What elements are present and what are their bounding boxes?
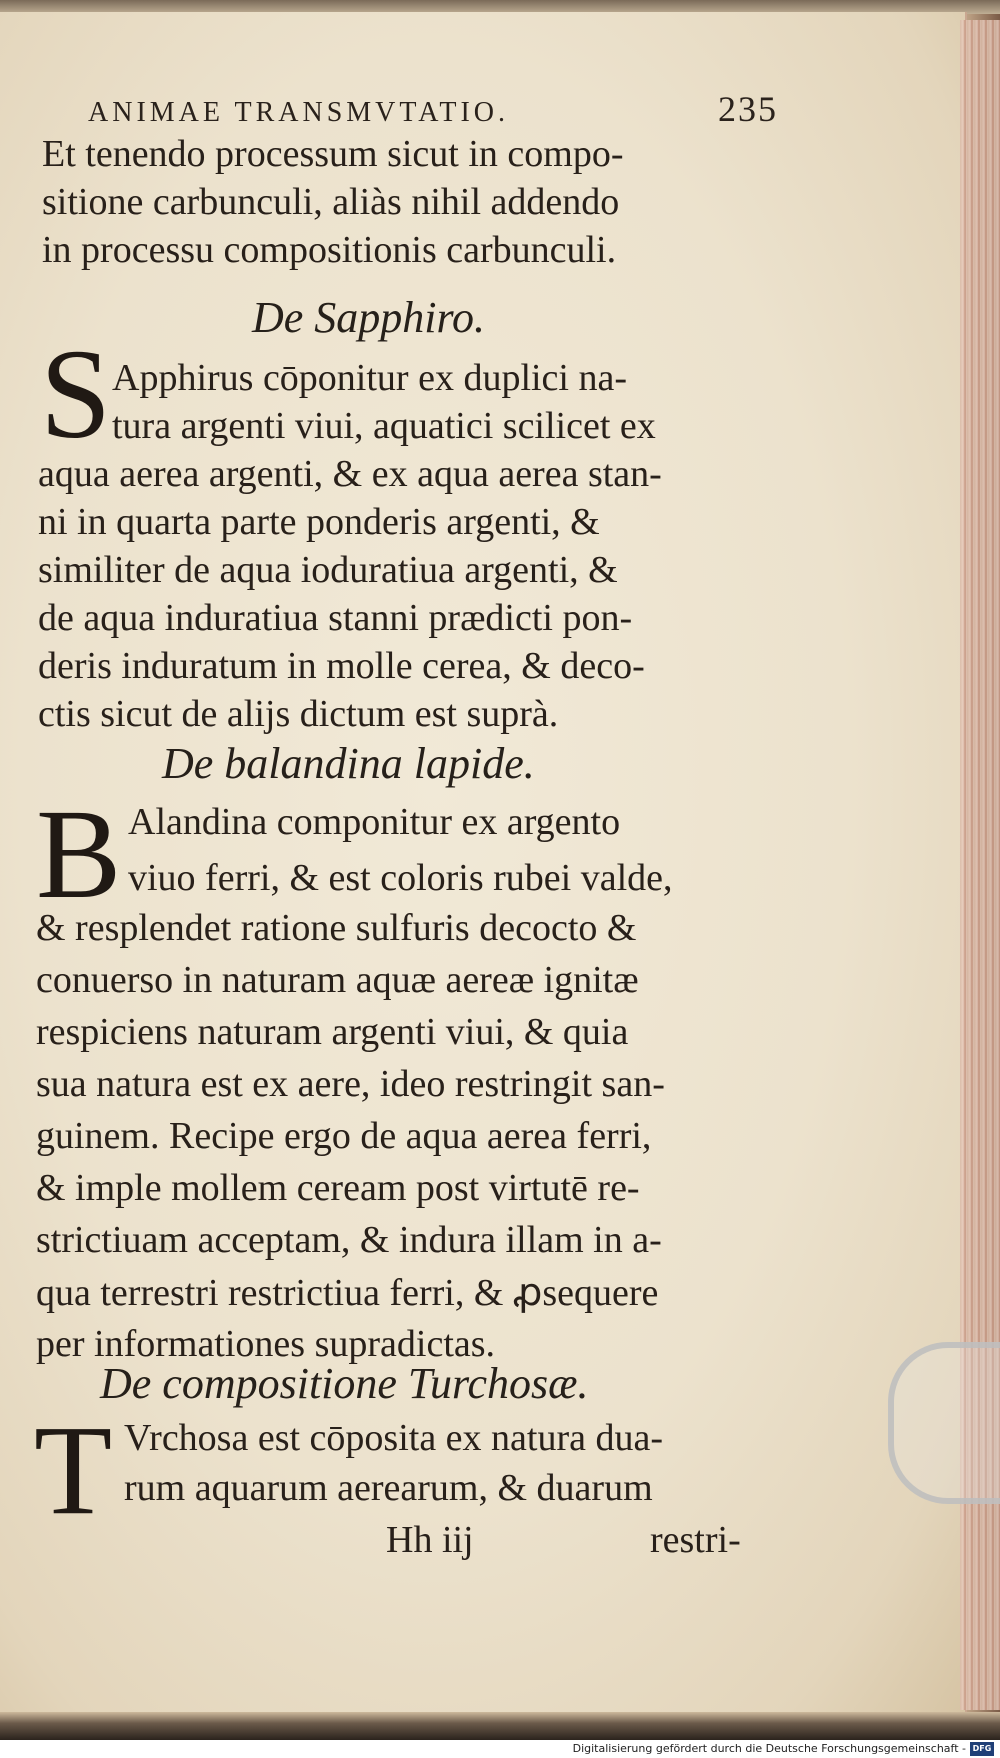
text-line: ni in quarta parte ponderis argenti, &: [38, 501, 600, 543]
text-line: ctis sicut de alijs dictum est suprà.: [38, 693, 559, 735]
text-line: strictiuam acceptam, & indura illam in a-: [36, 1219, 662, 1261]
text-line: de aqua induratiua stanni prædicti pon-: [38, 597, 633, 639]
bottom-edge: [0, 1712, 1000, 1740]
running-head-title: ANIMAE TRANSMVTATIO.: [88, 97, 510, 128]
drop-cap: T: [34, 1399, 113, 1541]
text-line: Vrchosa est cōposita ex natura dua-: [124, 1417, 664, 1459]
catchword: restri-: [650, 1519, 741, 1561]
page-number: 235: [718, 89, 778, 129]
text-line: per informationes supradictas.: [36, 1323, 496, 1365]
text-line: tura argenti viui, aquatici scilicet ex: [112, 405, 656, 447]
text-line: & resplendet ratione sulfuris decocto &: [36, 907, 637, 949]
section-heading: De Sapphiro.: [252, 293, 486, 342]
running-head: [88, 88, 778, 130]
text-line: & imple mollem ceream post virtutē re-: [36, 1167, 640, 1209]
paper-clip: [888, 1342, 1000, 1504]
text-line: aqua aerea argenti, & ex aqua aerea stan-: [38, 453, 662, 495]
text-line: conuerso in naturam aquæ aereæ ignitæ: [36, 959, 639, 1001]
dfg-logo: DFG: [970, 1742, 994, 1756]
drop-cap: B: [36, 783, 122, 925]
signature-mark: Hh iij: [386, 1519, 474, 1561]
text-line: Apphirus cōponitur ex duplici na-: [112, 357, 628, 399]
text-line: Alandina componitur ex argento: [128, 801, 621, 843]
text-line: deris induratum in molle cerea, & deco-: [38, 645, 645, 687]
text-line: rum aquarum aerearum, & duarum: [124, 1467, 653, 1509]
text-line: sitione carbunculi, aliàs nihil addendo: [42, 181, 620, 223]
section-heading: De balandina lapide.: [162, 739, 535, 788]
drop-cap: S: [40, 323, 112, 465]
text-line: Et tenendo processum sicut in compo-: [42, 133, 624, 175]
text-line: viuo ferri, & est coloris rubei valde,: [128, 857, 673, 899]
text-line: sua natura est ex aere, ideo restringit san-: [36, 1063, 665, 1105]
text-line: similiter de aqua ioduratiua argenti, &: [38, 549, 618, 591]
text-line: in processu compositionis carbunculi.: [42, 229, 617, 271]
text-line: guinem. Recipe ergo de aqua aerea ferri,: [36, 1115, 652, 1157]
text-line: qua terrestri restrictiua ferri, & ꝓsequere: [36, 1272, 659, 1314]
section-heading: De compositione Turchosæ.: [100, 1359, 589, 1408]
digitization-credit: Digitalisierung gefördert durch die Deutsche Forschungsgemeinschaft -: [572, 1742, 966, 1755]
text-line: respiciens naturam argenti viui, & quia: [36, 1011, 629, 1053]
